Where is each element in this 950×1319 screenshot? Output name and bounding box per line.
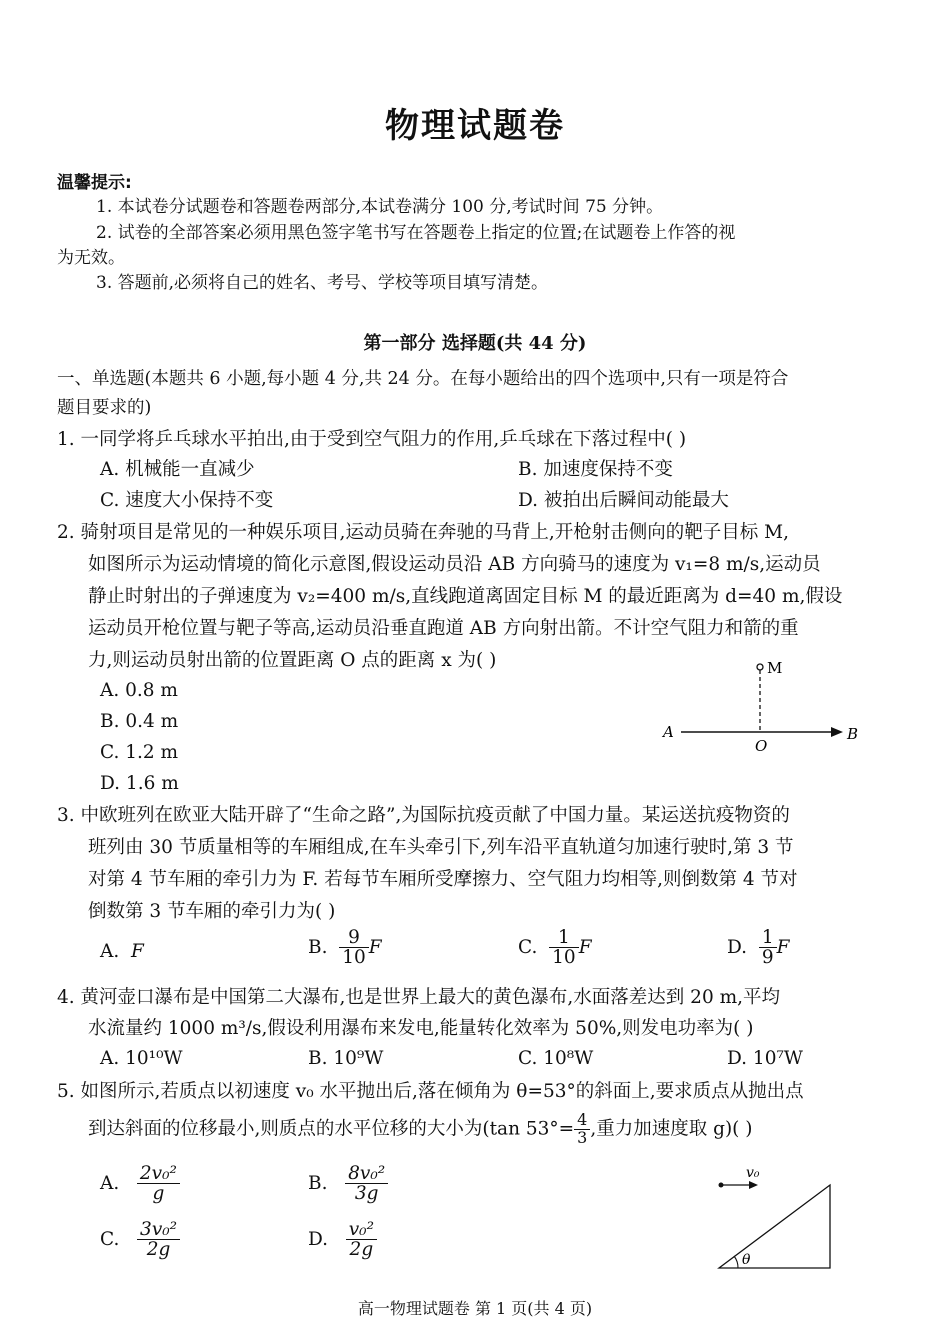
q3-option-c-label: C. — [518, 936, 538, 958]
q5-option-c-fraction: $\frac{\text{3v₀²}}{2g}$ — [137, 1220, 180, 1260]
q5-line-2: 到达斜面的位移最小,则质点的水平位移的大小为(tan 53°= $\frac{4}{3}$ ,重力加速度取 g)( ) — [88, 1110, 753, 1147]
q1-option-d: D. 被拍出后瞬间动能最大 — [518, 490, 729, 511]
incline-triangle — [719, 1185, 830, 1268]
q4-option-c: C. 10⁸W — [518, 1048, 594, 1069]
q2-option-b: B. 0.4 m — [100, 711, 179, 732]
q3-option-b: B. $\frac{9}{10}$ F — [308, 927, 382, 969]
q3-option-a — [100, 937, 144, 967]
q5-option-b-fraction: $\frac{\text{8v₀²}}{3g}$ — [345, 1164, 388, 1204]
q4-line-2: 水流量约 1000 m³/s,假设利用瀑布来发电,能量转化效率为 50%,则发电功率为( ) — [88, 1018, 754, 1039]
q3-line-3: 对第 4 节车厢的牵引力为 F. 若每节车厢所受摩擦力、空气阻力均相等,则倒数第 4 节对 — [88, 869, 798, 890]
tip-1: 1. 本试卷分试题卷和答题卷两部分,本试卷满分 100 分,考试时间 75 分钟。 — [96, 197, 664, 217]
q3-line-2: 班列由 30 节质量相等的车厢组成,在车头牵引下,列车沿平直轨道匀加速行驶时,第 3 节 — [88, 837, 794, 858]
arrow-head — [831, 727, 843, 737]
label-a: A — [663, 723, 674, 741]
q5-option-d-fraction: $\frac{\text{v₀²}}{2g}$ — [346, 1220, 377, 1260]
q5-figure — [710, 1160, 840, 1272]
tip-3: 3. 答题前,必须将自己的姓名、考号、学校等项目填写清楚。 — [96, 273, 549, 293]
q4-option-a: A. 10¹⁰W — [100, 1048, 183, 1069]
q2-line-4: 运动员开枪位置与靶子等高,运动员沿垂直跑道 AB 方向射出箭。不计空气阻力和箭的重 — [88, 618, 799, 639]
q2-line-2: 如图所示为运动情境的简化示意图,假设运动员沿 AB 方向骑马的速度为 v₁=8 m/s,运动员 — [88, 554, 821, 575]
tan-fraction: $\frac{4}{3}$ — [574, 1112, 590, 1147]
q3-line-1: 3. 中欧班列在欧亚大陆开辟了“生命之路”,为国际抗疫贡献了中国力量。某运送抗疫物资的 — [57, 805, 790, 826]
q5-option-a: A. $\frac{\text{2v₀²}}{g}$ — [100, 1164, 180, 1204]
q4-option-b: B. 10⁹W — [308, 1048, 384, 1069]
section-title: 第一部分 选择题(共 44 分) — [363, 333, 587, 354]
q3-option-d-label: D. — [727, 936, 748, 958]
q5-option-b: B. $\frac{\text{8v₀²}}{3g}$ — [308, 1164, 388, 1204]
projectile-point — [719, 1183, 724, 1188]
q3-line-4: 倒数第 3 节车厢的牵引力为( ) — [88, 901, 336, 922]
q3-option-d: D. $\frac{1}{9}$ F — [727, 927, 790, 969]
q3-option-c-fraction: $\frac{1}{10}$ — [549, 928, 579, 968]
q5-option-d: D. $\frac{\text{v₀²}}{2g}$ — [308, 1220, 377, 1260]
q1-option-c: C. 速度大小保持不变 — [100, 490, 274, 511]
tip-2-cont: 为无效。 — [57, 248, 125, 268]
q2-line-1: 2. 骑射项目是常见的一种娱乐项目,运动员骑在奔驰的马背上,开枪射击侧向的靶子目标 M, — [57, 522, 789, 543]
q3-option-a-label: A. — [100, 941, 120, 962]
q3-option-b-fraction: $\frac{9}{10}$ — [339, 928, 369, 968]
q4-line-1: 4. 黄河壶口瀑布是中国第二大瀑布,也是世界上最大的黄色瀑布,水面落差达到 20 m,平均 — [57, 987, 781, 1008]
q3-option-a-value: F — [131, 941, 144, 962]
label-theta: θ — [742, 1252, 751, 1268]
q3-option-d-fraction: $\frac{1}{9}$ — [759, 928, 777, 968]
tip-2: 2. 试卷的全部答案必须用黑色签字笔书写在答题卷上指定的位置;在试题卷上作答的视 — [96, 223, 736, 243]
q2-figure — [655, 655, 865, 765]
label-b: B — [847, 725, 859, 743]
page-footer: 高一物理试题卷 第 1 页(共 4 页) — [357, 1299, 593, 1318]
q5-line-1: 5. 如图所示,若质点以初速度 v₀ 水平抛出后,落在倾角为 θ=53°的斜面上,要求质点从抛出点 — [57, 1081, 804, 1102]
q2-line-5: 力,则运动员射出箭的位置距离 O 点的距离 x 为( ) — [88, 650, 497, 671]
q1-option-b: B. 加速度保持不变 — [518, 459, 673, 480]
q3-option-c: C. $\frac{1}{10}$ F — [518, 927, 592, 969]
q2-line-3: 静止时射出的子弹速度为 v₂=400 m/s,直线跑道离固定目标 M 的最近距离为 d=40 m,假设 — [88, 586, 843, 607]
label-m: M — [767, 659, 783, 677]
q4-option-d: D. 10⁷W — [727, 1048, 803, 1069]
q1-stem: 1. 一同学将乒乓球水平拍出,由于受到空气阻力的作用,乒乓球在下落过程中( ) — [57, 429, 687, 450]
velocity-arrow-head — [749, 1181, 758, 1189]
label-v0: v₀ — [746, 1165, 760, 1181]
q2-option-c: C. 1.2 m — [100, 742, 179, 763]
angle-arc — [734, 1256, 738, 1268]
part-heading: 一、单选题(本题共 6 小题,每小题 4 分,共 24 分。在每小题给出的四个选项中,只有一项是符合 — [57, 369, 789, 389]
label-o: O — [755, 737, 768, 755]
q2-option-d: D. 1.6 m — [100, 773, 179, 794]
target-m-point — [757, 664, 763, 670]
q1-option-a: A. 机械能一直减少 — [100, 459, 255, 480]
q3-option-b-label: B. — [308, 936, 328, 958]
q5-option-a-fraction: $\frac{\text{2v₀²}}{g}$ — [137, 1164, 180, 1204]
q2-option-a: A. 0.8 m — [100, 680, 178, 701]
tips-heading: 温馨提示: — [57, 173, 132, 193]
part-heading-cont: 题目要求的) — [57, 398, 152, 418]
page-title: 物理试题卷 — [385, 106, 565, 146]
q5-option-c: C. $\frac{\text{3v₀²}}{2g}$ — [100, 1220, 180, 1260]
